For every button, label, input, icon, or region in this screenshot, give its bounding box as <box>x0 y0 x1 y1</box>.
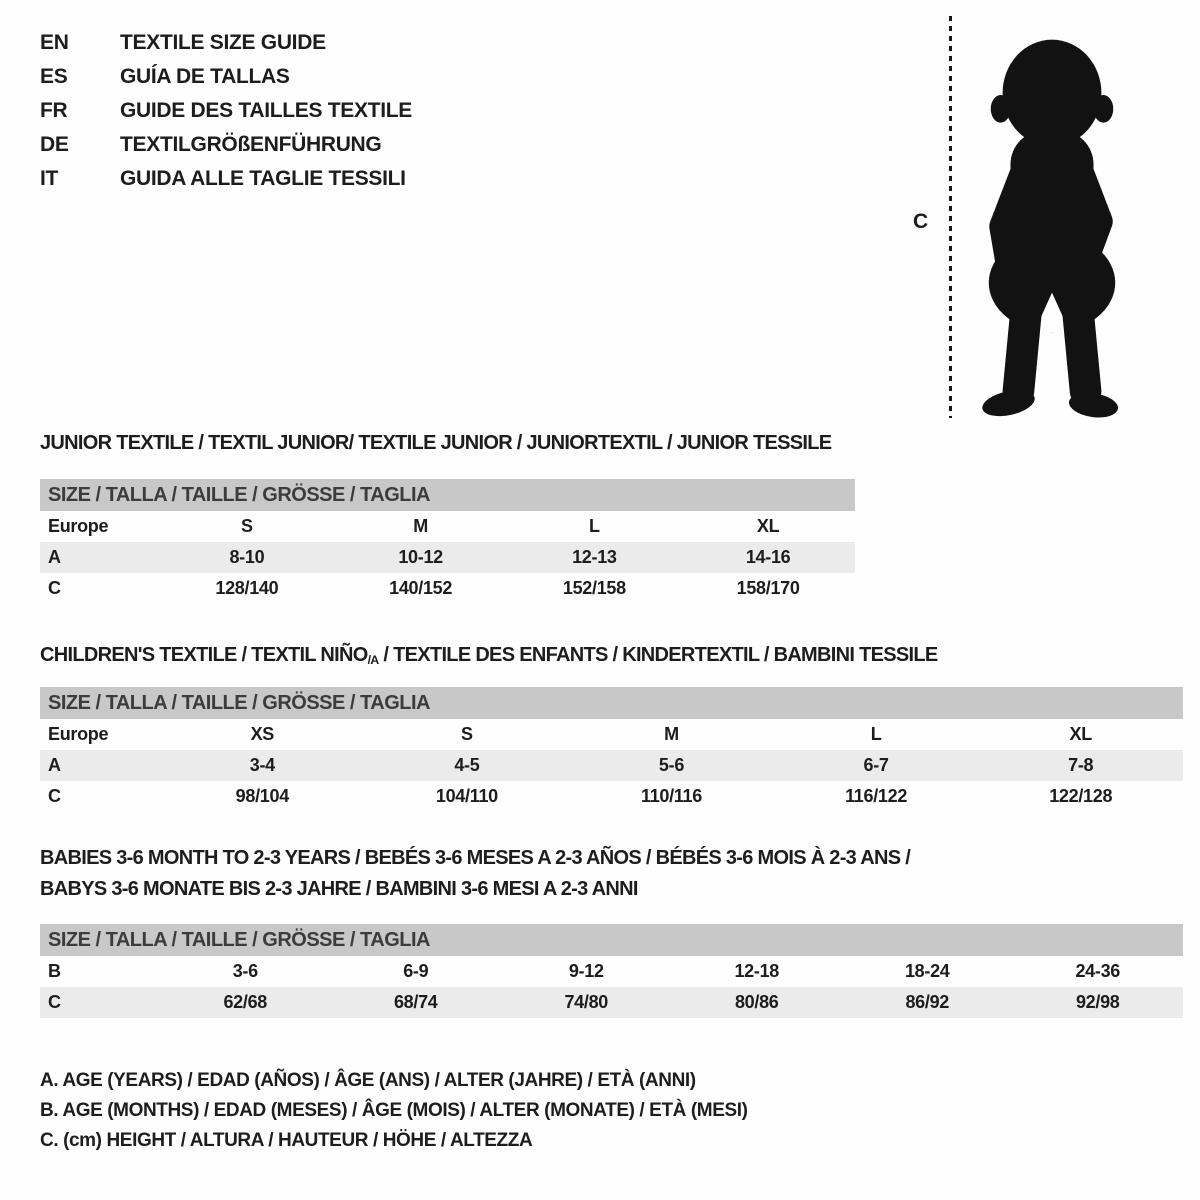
size-cell: 86/92 <box>842 987 1013 1018</box>
language-title: GUIDA ALLE TAGLIE TESSILI <box>120 167 406 190</box>
language-title: TEXTILGRÖßENFÜHRUNG <box>120 133 382 156</box>
size-cell: XS <box>250 724 274 744</box>
children-title-text: / TEXTILE DES ENFANTS / KINDERTEXTIL / BAMBINI TESSILE <box>378 644 938 666</box>
size-cell: 3-6 <box>232 961 258 981</box>
table-row <box>40 956 1183 987</box>
measure-legend <box>40 1066 748 1156</box>
size-cell: 116/122 <box>845 786 908 806</box>
size-cell: 5-6 <box>569 750 774 781</box>
size-cell: 9-12 <box>568 961 604 981</box>
height-figure <box>905 8 1180 433</box>
list-item <box>40 94 412 128</box>
size-cell: 140/152 <box>389 578 453 598</box>
table-header-row <box>40 687 1183 719</box>
language-title: TEXTILE SIZE GUIDE <box>120 31 326 54</box>
legend-line-b: B. AGE (MONTHS) / EDAD (MESES) / ÂGE (MOIS) / ALTER (MONATE) / ETÀ (MESI) <box>40 1100 748 1121</box>
size-cell: 68/74 <box>331 987 502 1018</box>
language-code: FR <box>40 99 68 122</box>
size-cell: 6-9 <box>403 961 429 981</box>
size-cell: M <box>664 724 679 744</box>
size-cell: 98/104 <box>235 786 289 806</box>
size-cell: 62/68 <box>160 987 331 1018</box>
size-cell: 14-16 <box>681 542 855 573</box>
children-size-table <box>40 687 1183 812</box>
table-row <box>40 750 1183 781</box>
babies-size-table <box>40 924 1183 1018</box>
size-cell: 18-24 <box>904 961 950 981</box>
table-row <box>40 511 855 542</box>
table-row <box>40 542 855 573</box>
language-title: GUÍA DE TALLAS <box>120 65 290 88</box>
size-cell: 8-10 <box>160 542 334 573</box>
size-cell: 158/170 <box>736 578 800 598</box>
list-item <box>40 26 412 60</box>
children-title-text: CHILDREN'S TEXTILE / TEXTIL NIÑO <box>40 644 368 666</box>
size-cell: 74/80 <box>501 987 672 1018</box>
junior-section-title: JUNIOR TEXTILE / TEXTIL JUNIOR/ TEXTILE JUNIOR / JUNIORTEXTIL / JUNIOR TESSILE <box>40 432 832 454</box>
size-cell: 152/158 <box>562 578 626 598</box>
table-row <box>40 719 1183 750</box>
children-title-subscript: /A <box>367 653 379 668</box>
size-cell: S <box>241 516 253 536</box>
size-header-bar: SIZE / TALLA / TAILLE / GRÖSSE / TAGLIA <box>40 924 1183 956</box>
row-label: C <box>48 786 61 806</box>
size-cell: XL <box>756 516 780 536</box>
language-code: EN <box>40 31 69 54</box>
language-code: ES <box>40 65 68 88</box>
size-cell: 4-5 <box>365 750 570 781</box>
size-cell: S <box>461 724 473 744</box>
height-dashed-line <box>949 16 952 418</box>
table-row <box>40 987 1183 1018</box>
size-cell: 10-12 <box>334 542 508 573</box>
size-cell: 6-7 <box>774 750 979 781</box>
size-cell: L <box>870 724 882 744</box>
row-label: Europe <box>48 724 109 744</box>
babies-title-line2: BABYS 3-6 MONATE BIS 2-3 JAHRE / BAMBINI 3-6 MESI A 2-3 ANNI <box>40 878 638 900</box>
size-cell: 7-8 <box>978 750 1183 781</box>
list-item <box>40 162 412 196</box>
language-code: DE <box>40 133 69 156</box>
row-label: A <box>40 750 160 781</box>
size-cell: L <box>589 516 600 536</box>
size-cell: 128/140 <box>215 578 279 598</box>
row-label: A <box>40 542 160 573</box>
table-row <box>40 781 1183 812</box>
row-label: B <box>48 961 61 981</box>
size-cell: 92/98 <box>1013 987 1184 1018</box>
row-label: Europe <box>48 516 109 536</box>
row-label: C <box>40 987 160 1018</box>
table-row <box>40 573 855 604</box>
size-cell: 24-36 <box>1075 961 1121 981</box>
size-cell: 12-18 <box>734 961 780 981</box>
height-measure-label: C <box>913 210 929 233</box>
table-header-row <box>40 924 1183 956</box>
size-header-bar: SIZE / TALLA / TAILLE / GRÖSSE / TAGLIA <box>40 479 855 511</box>
junior-size-table <box>40 479 855 604</box>
size-cell: 3-4 <box>160 750 365 781</box>
legend-line-a: A. AGE (YEARS) / EDAD (AÑOS) / ÂGE (ANS) / ALTER (JAHRE) / ETÀ (ANNI) <box>40 1070 696 1091</box>
children-section-title <box>40 644 938 667</box>
size-cell: 104/110 <box>435 786 498 806</box>
size-cell: XL <box>1069 724 1092 744</box>
language-title: GUIDE DES TAILLES TEXTILE <box>120 99 412 122</box>
size-cell: 122/128 <box>1049 786 1113 806</box>
babies-title-line1: BABIES 3-6 MONTH TO 2-3 YEARS / BEBÉS 3-6 MESES A 2-3 AÑOS / BÉBÉS 3-6 MOIS À 2-3 ANS / <box>40 847 911 869</box>
language-list <box>40 26 412 196</box>
size-cell: 80/86 <box>672 987 843 1018</box>
babies-section-title <box>40 843 910 905</box>
language-code: IT <box>40 167 59 190</box>
row-label: C <box>48 578 61 598</box>
list-item <box>40 128 412 162</box>
size-cell: 110/116 <box>640 786 702 806</box>
size-header-bar: SIZE / TALLA / TAILLE / GRÖSSE / TAGLIA <box>40 687 1183 719</box>
size-cell: 12-13 <box>508 542 682 573</box>
size-cell: M <box>413 516 428 536</box>
list-item <box>40 60 412 94</box>
toddler-silhouette-icon <box>963 14 1141 424</box>
table-header-row <box>40 479 855 511</box>
legend-line-c: C. (cm) HEIGHT / ALTURA / HAUTEUR / HÖHE / ALTEZZA <box>40 1130 533 1151</box>
